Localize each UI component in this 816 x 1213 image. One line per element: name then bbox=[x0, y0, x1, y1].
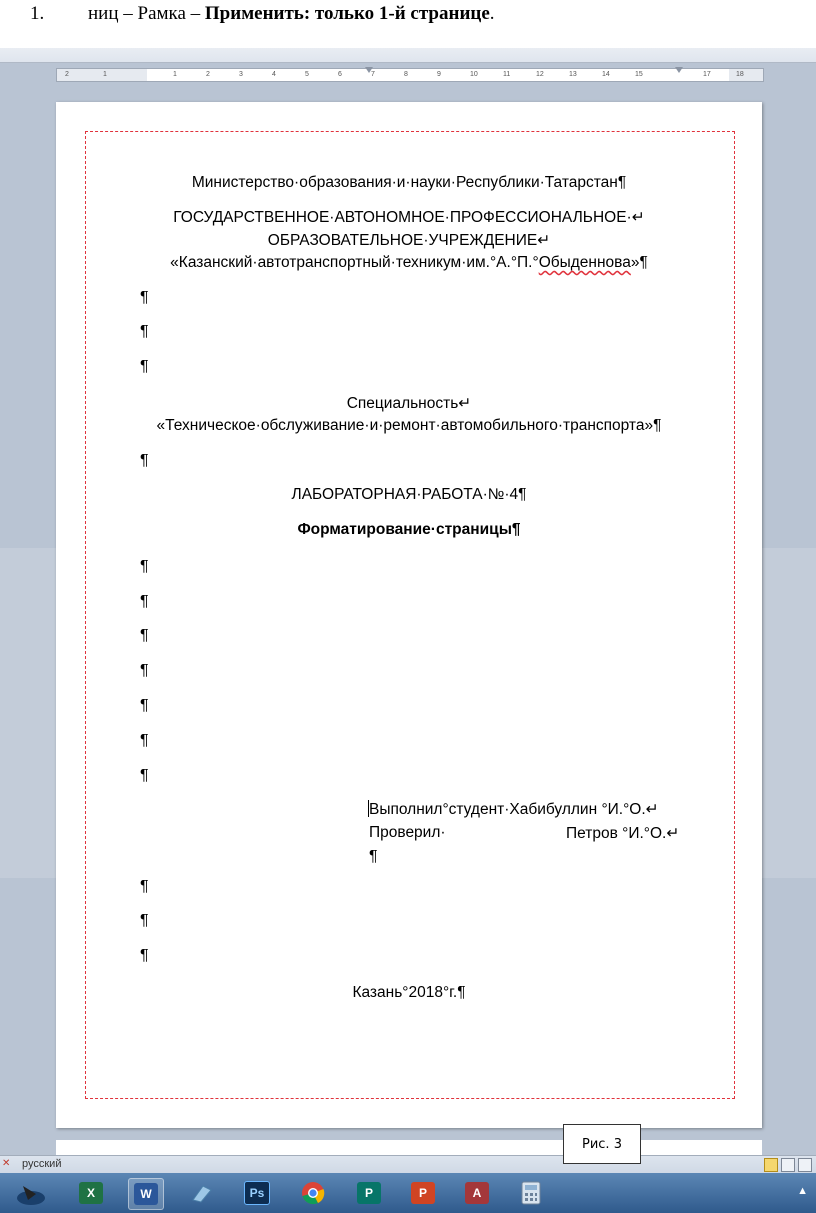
empty-paragraph-mark: ¶ bbox=[140, 878, 149, 895]
ruler-tick: 12 bbox=[536, 71, 544, 78]
institution-name-end: »¶ bbox=[630, 254, 648, 271]
publisher-icon: P bbox=[357, 1182, 381, 1204]
spelling-error-word[interactable]: Обыденнова bbox=[538, 254, 631, 271]
empty-paragraph-mark: ¶ bbox=[140, 912, 149, 929]
ruler-tick: 3 bbox=[239, 71, 243, 78]
empty-paragraph-mark: ¶ bbox=[140, 767, 149, 784]
ruler-tick: 8 bbox=[404, 71, 408, 78]
institution-line-3 bbox=[56, 254, 762, 272]
checked-by-name: Петров °И.°О.↵ bbox=[566, 825, 680, 842]
performed-by-text: Выполнил°студент·Хабибуллин °И.°О.↵ bbox=[369, 801, 659, 818]
web-layout-view-icon[interactable] bbox=[798, 1158, 812, 1172]
empty-paragraph-mark: ¶ bbox=[369, 848, 378, 865]
specialty-label: Специальность↵ bbox=[346, 395, 472, 412]
taskbar-publisher[interactable] bbox=[352, 1178, 386, 1208]
taskbar-powerpoint[interactable] bbox=[406, 1178, 440, 1208]
tray-expand-icon[interactable]: ▲ bbox=[797, 1185, 808, 1197]
taskbar-calculator[interactable] bbox=[514, 1178, 548, 1208]
ruler-tick: 11 bbox=[503, 71, 511, 78]
proofing-error-icon[interactable]: ✕ bbox=[2, 1158, 11, 1169]
taskbar-photoshop[interactable] bbox=[240, 1178, 274, 1208]
empty-paragraph-mark: ¶ bbox=[140, 289, 149, 306]
view-buttons bbox=[764, 1158, 812, 1172]
taskbar-word[interactable] bbox=[128, 1178, 164, 1210]
taskbar-excel[interactable] bbox=[74, 1178, 108, 1208]
ruler-tick: 14 bbox=[602, 71, 610, 78]
ruler-tick: 15 bbox=[635, 71, 643, 78]
ruler-tick: 18 bbox=[736, 71, 744, 78]
page-border-frame bbox=[85, 131, 735, 1099]
ruler-tick: 4 bbox=[272, 71, 276, 78]
ruler-tick: 13 bbox=[569, 71, 577, 78]
ruler-tick: 17 bbox=[703, 71, 711, 78]
empty-paragraph-mark: ¶ bbox=[140, 697, 149, 714]
chrome-icon bbox=[301, 1181, 325, 1205]
powerpoint-icon: P bbox=[411, 1182, 435, 1204]
empty-paragraph-mark: ¶ bbox=[140, 323, 149, 340]
performed-by-line bbox=[368, 800, 659, 819]
empty-paragraph-mark: ¶ bbox=[140, 558, 149, 575]
caption-text-end: . bbox=[489, 3, 495, 24]
ruler-tick: 10 bbox=[470, 71, 478, 78]
caption-number: 1. bbox=[30, 3, 45, 24]
caption-text-plain: ниц – Рамка – bbox=[88, 3, 205, 24]
language-indicator[interactable]: русский bbox=[22, 1158, 62, 1170]
ruler-tick: 9 bbox=[437, 71, 441, 78]
figure-label: Рис. 3 bbox=[563, 1124, 641, 1164]
first-line-indent-marker[interactable] bbox=[365, 67, 373, 73]
calculator-icon bbox=[521, 1181, 541, 1205]
excel-icon: X bbox=[79, 1182, 103, 1204]
institution-name-start: «Казанский·автотранспортный·техникум·им.°А.°П.° bbox=[170, 254, 539, 271]
status-bar bbox=[0, 1155, 816, 1174]
empty-paragraph-mark: ¶ bbox=[140, 358, 149, 375]
ministry-line: Министерство·образования·и·науки·Республики·Татарстан¶ bbox=[191, 174, 627, 191]
horizontal-ruler[interactable] bbox=[56, 68, 764, 82]
photoshop-icon: Ps bbox=[244, 1181, 270, 1205]
empty-paragraph-mark: ¶ bbox=[140, 593, 149, 610]
taskbar-app-generic[interactable] bbox=[184, 1178, 218, 1208]
ruler-tick: 1 bbox=[173, 71, 177, 78]
caption-text bbox=[88, 3, 495, 25]
document-app-icon bbox=[189, 1182, 213, 1204]
document-page[interactable] bbox=[56, 102, 762, 1128]
access-icon: A bbox=[465, 1182, 489, 1204]
checked-by-label: Проверил· bbox=[369, 824, 446, 841]
start-button[interactable] bbox=[14, 1178, 48, 1208]
city-year-line: Казань°2018°г.¶ bbox=[352, 984, 466, 1001]
taskbar-chrome[interactable] bbox=[296, 1178, 330, 1208]
empty-paragraph-mark: ¶ bbox=[140, 947, 149, 964]
empty-paragraph-mark: ¶ bbox=[140, 662, 149, 679]
ribbon-group-labels bbox=[0, 48, 816, 63]
empty-paragraph-mark: ¶ bbox=[140, 452, 149, 469]
start-orb-icon bbox=[14, 1178, 48, 1208]
lab-work-subject: Форматирование·страницы¶ bbox=[297, 521, 521, 538]
institution-line-2: ОБРАЗОВАТЕЛЬНОЕ·УЧРЕЖДЕНИЕ↵ bbox=[267, 232, 551, 249]
empty-paragraph-mark: ¶ bbox=[140, 627, 149, 644]
ruler-tick: 1 bbox=[103, 71, 107, 78]
institution-line-1: ГОСУДАРСТВЕННОЕ·АВТОНОМНОЕ·ПРОФЕССИОНАЛЬНОЕ·↵ bbox=[173, 209, 645, 226]
lab-work-title: ЛАБОРАТОРНАЯ·РАБОТА·№·4¶ bbox=[291, 486, 527, 503]
full-screen-reading-view-icon[interactable] bbox=[781, 1158, 795, 1172]
word-icon: W bbox=[134, 1183, 158, 1205]
taskbar bbox=[0, 1173, 816, 1213]
print-layout-view-icon[interactable] bbox=[764, 1158, 778, 1172]
empty-paragraph-mark: ¶ bbox=[140, 732, 149, 749]
ruler-tick: 5 bbox=[305, 71, 309, 78]
ruler-tick: 7 bbox=[371, 71, 375, 78]
caption-line bbox=[0, 0, 816, 48]
right-indent-marker[interactable] bbox=[675, 67, 683, 73]
ruler-tick: 2 bbox=[65, 71, 69, 78]
ruler-tick: 6 bbox=[338, 71, 342, 78]
caption-text-bold: Применить: только 1-й странице bbox=[204, 3, 490, 24]
ruler-tick: 2 bbox=[206, 71, 210, 78]
specialty-name: «Техническое·обслуживание·и·ремонт·автомобильного·транспорта»¶ bbox=[156, 417, 662, 434]
taskbar-access[interactable] bbox=[460, 1178, 494, 1208]
